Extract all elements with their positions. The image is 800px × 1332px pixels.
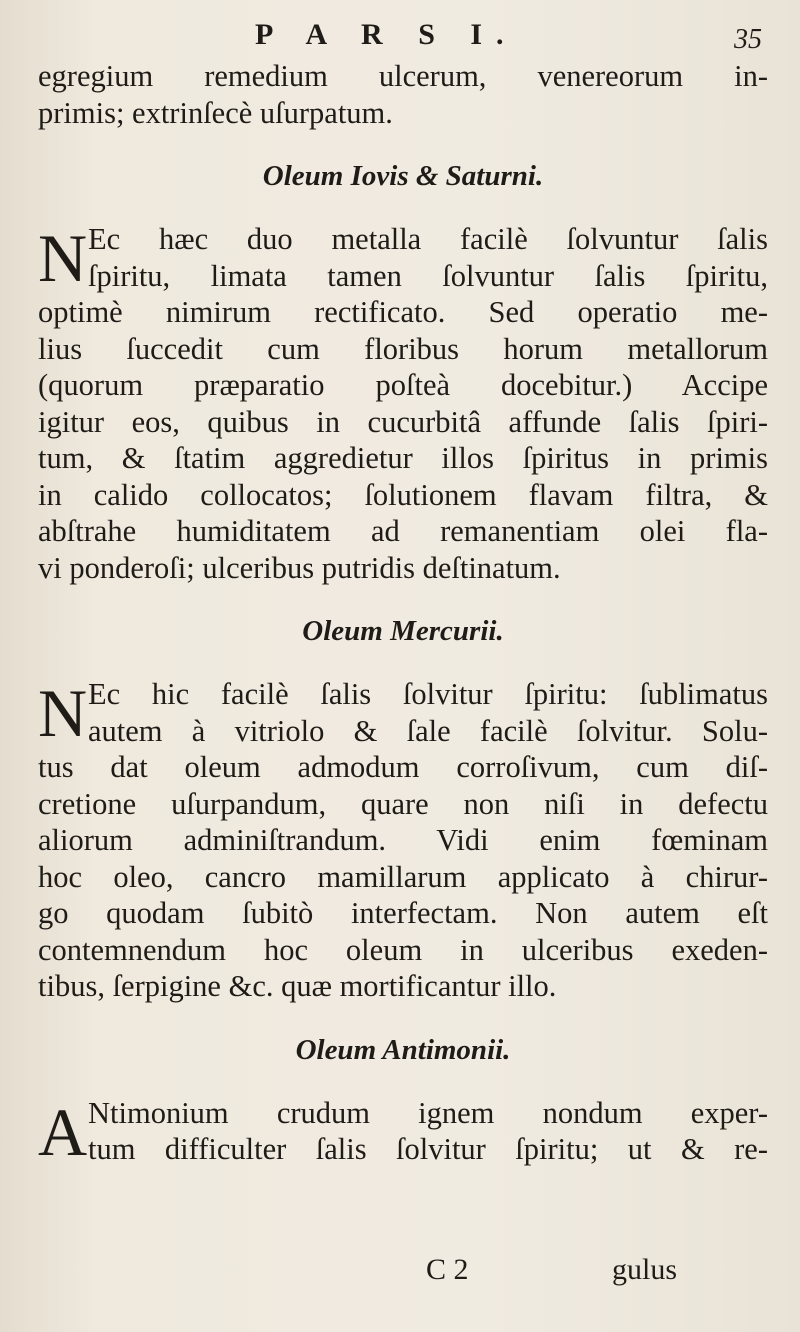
section-paragraph xyxy=(38,676,768,1005)
text-line: egregium remedium ulcerum, venereorum in- xyxy=(38,59,768,93)
drop-cap: A xyxy=(38,1093,88,1170)
text-line: vi ponderoſi; ulceribus putridis deſtinatum. xyxy=(38,550,561,585)
text-line: ſpiritu, limata tamen ſolvuntur ſalis ſpiritu, xyxy=(88,258,768,293)
page-footer xyxy=(0,1253,800,1293)
page-header xyxy=(0,18,800,58)
text-line: hoc oleo, cancro mamillarum applicato à chirur- xyxy=(38,859,768,894)
catchword: gulus xyxy=(612,1253,678,1286)
text-line: aliorum adminiſtrandum. Vidi enim fœminam xyxy=(38,823,768,857)
text-line: tum, & ſtatim aggredietur illos ſpiritus in primis xyxy=(38,441,768,475)
text-line: Ec hæc duo metalla facilè ſolvuntur ſalis xyxy=(88,222,768,256)
text-line: tum difficulter ſalis ſolvitur ſpiritu; ut & re- xyxy=(88,1132,768,1166)
text-line: tus dat oleum admodum corroſivum, cum diſ- xyxy=(38,750,768,784)
text-line: (quorum præparatio poſteà docebitur.) Accipe xyxy=(38,368,768,402)
text-line: go quodam ſubitò interfectam. Non autem eſt xyxy=(38,896,768,930)
text-line: optimè nimirum rectificato. Sed operatio me- xyxy=(38,295,768,329)
text-line: autem à vitriolo & ſale facilè ſolvitur. Solu- xyxy=(88,713,768,748)
text-line: primis; extrinſecè uſurpatum. xyxy=(38,95,393,130)
drop-cap: N xyxy=(38,675,88,751)
section-paragraph xyxy=(38,221,768,586)
section-title: Oleum Mercurii. xyxy=(302,615,504,647)
body-text xyxy=(38,58,768,1168)
running-head: P A R S I. xyxy=(255,18,518,51)
section-title: Oleum Iovis & Saturni. xyxy=(262,160,544,192)
text-line: in calido collocatos; ſolutionem flavam filtra, & xyxy=(38,477,768,512)
text-line: abſtrahe humiditatem ad remanentiam olei fla- xyxy=(38,514,768,548)
text-line: tibus, ſerpigine &c. quæ mortificantur illo. xyxy=(38,969,557,1003)
section-paragraph xyxy=(38,1095,768,1168)
text-line: Ntimonium crudum ignem nondum exper- xyxy=(88,1095,768,1130)
text-line: igitur eos, quibus in cucurbitâ affunde ſalis ſpiri- xyxy=(38,404,768,439)
section-title: Oleum Antimonii. xyxy=(295,1033,511,1066)
text-line: contemnendum hoc oleum in ulceribus exeden- xyxy=(38,932,768,967)
text-line: lius ſuccedit cum floribus horum metallorum xyxy=(38,331,768,366)
drop-cap: N xyxy=(38,220,88,296)
text-line: Ec hic facilè ſalis ſolvitur ſpiritu: ſublimatus xyxy=(88,677,768,711)
signature-mark: C 2 xyxy=(426,1253,469,1286)
text-line: cretione uſurpandum, quare non niſi in defectu xyxy=(38,786,768,821)
page-number: 35 xyxy=(734,24,762,55)
